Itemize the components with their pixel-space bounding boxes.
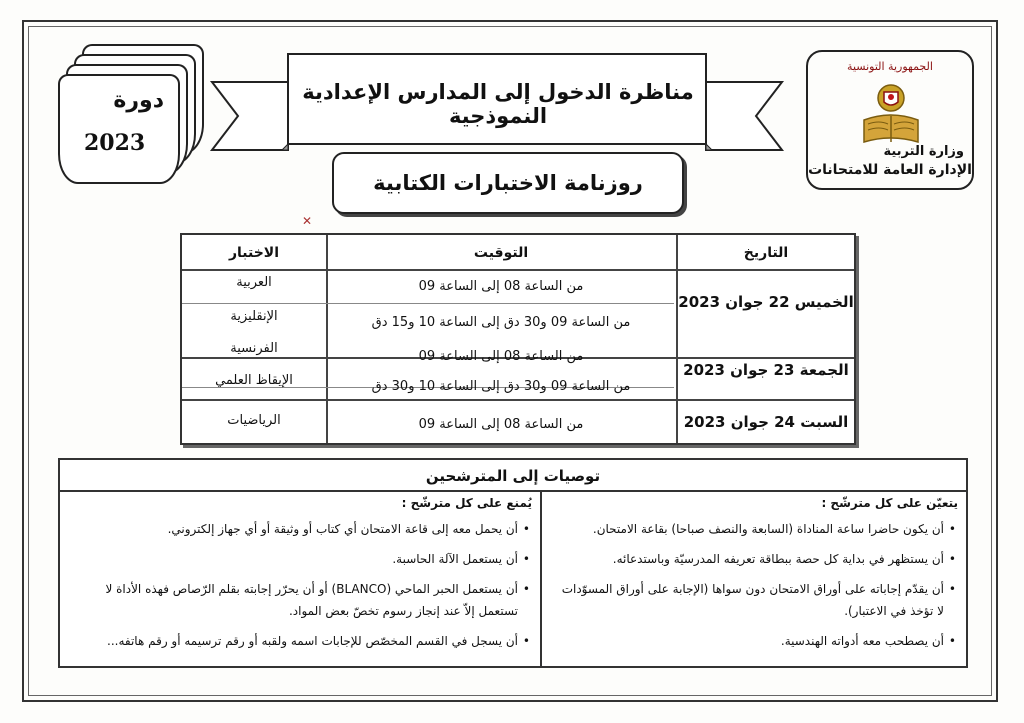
time-day1-slot1: من الساعة 08 إلى الساعة 09 (418, 279, 584, 294)
forbidden-item: • أن يسجل في القسم المخصّص للإجابات اسمه ولقبه أو رقم ترسيمه أو رقم هاتفه... (68, 632, 518, 650)
republic-label: الجمهورية التونسية (847, 60, 933, 73)
time-day3-slot1: من الساعة 08 إلى الساعة 09 (418, 417, 584, 432)
header-exam: الاختبار (228, 245, 280, 261)
header-date: التاريخ (743, 245, 789, 261)
exam-day1-slot1: العربية (236, 275, 272, 290)
forbidden-heading: يُمنع على كل مترشّح : (401, 496, 532, 510)
page-subtitle: روزنامة الاختبارات الكتابية (373, 171, 643, 195)
date-day3: السبت 24 جوان 2023 (683, 413, 849, 431)
scan-mark: ✕ (302, 214, 313, 228)
forbidden-item: • أن يستعمل الحبر الماحي (BLANCO) أو أن يحرّر إجابته بقلم الرّصاص فهذه الأداة لا (68, 580, 518, 598)
header-time: التوقيت (473, 245, 529, 261)
page-title: مناظرة الدخول إلى المدارس الإعدادية النموذجية (302, 80, 694, 128)
forbidden-item: • أن يحمل معه إلى قاعة الامتحان أي كتاب أو وثيقة أو أي جهاز إلكتروني. (68, 520, 518, 538)
subtitle-box (332, 152, 684, 214)
recommendations-box (58, 458, 968, 668)
ministry-name: وزارة التربية (883, 144, 964, 159)
forbidden-column (68, 496, 532, 662)
session-year: 2023 (84, 130, 146, 156)
date-day2: الجمعة 23 جوان 2023 (683, 361, 849, 379)
exam-day1-slot2: الإنقليزية (230, 309, 278, 324)
exam-day3-slot1: الرياضيات (227, 413, 281, 428)
must-item-continuation: لا تؤخذ في الاعتبار). (844, 604, 944, 618)
ministry-header (806, 50, 974, 190)
time-day2-slot2: من الساعة 09 و30 دق إلى الساعة 10 و30 دق (371, 379, 631, 394)
exam-day2-slot1: الفرنسية (230, 341, 278, 356)
exam-day2-slot2: الإيقاظ العلمي (215, 373, 293, 388)
session-label: دورة (113, 88, 164, 113)
forbidden-item: • أن يستعمل الآلة الحاسبة. (68, 550, 518, 568)
session-badge (58, 42, 208, 190)
time-day1-slot2: من الساعة 09 و30 دق إلى الساعة 10 و15 دق (371, 315, 631, 330)
must-heading: يتعيّن على كل مترشّح : (821, 496, 958, 510)
forbidden-item-continuation: تستعمل إلاّ عند إنجاز رسوم تخصّ بعض المواد. (288, 604, 518, 618)
date-day1: الخميس 22 جوان 2023 (678, 293, 854, 311)
tunisia-coat-of-arms-icon (858, 80, 924, 148)
recommendations-title: توصيات إلى المترشحين (60, 464, 966, 492)
must-column (548, 496, 958, 662)
recommendations-divider (540, 490, 542, 666)
time-day2-slot1: من الساعة 08 إلى الساعة 09 (418, 349, 584, 364)
schedule-table (180, 233, 856, 445)
must-item: • أن يكون حاضرا ساعة المناداة (السابعة والنصف صباحا) بقاعة الامتحان. (548, 520, 944, 538)
must-item: • أن يقدّم إجاباته على أوراق الامتحان دون سواها (الإجابة على أوراق المسوّدات (548, 580, 944, 598)
department-name: الإدارة العامة للامتحانات (808, 162, 972, 178)
must-item: • أن يصطحب معه أدواته الهندسية. (548, 632, 944, 650)
must-item: • أن يستظهر في بداية كل حصة ببطاقة تعريفه المدرسيّة وباستدعائه. (548, 550, 944, 568)
